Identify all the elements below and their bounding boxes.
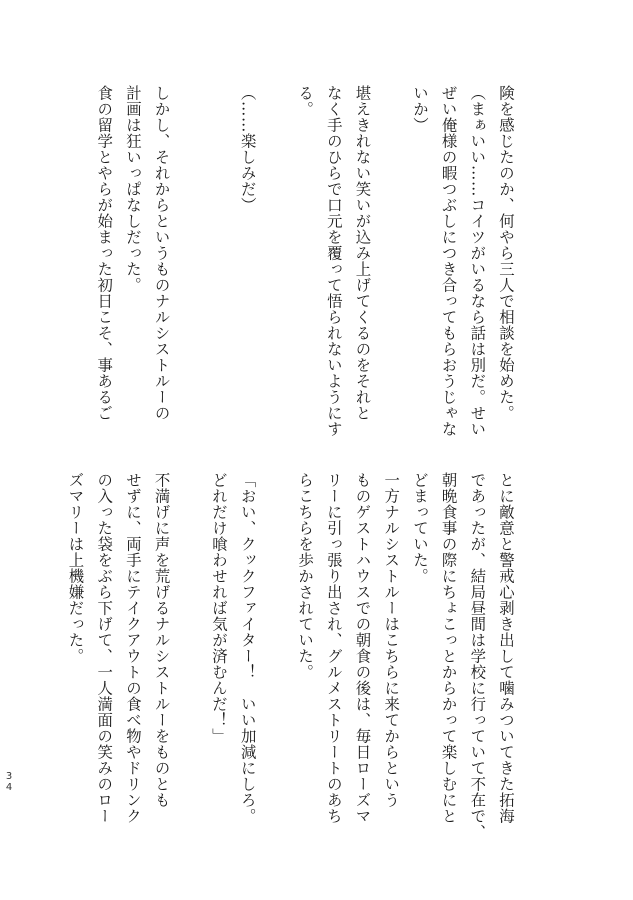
text-line: （まぁいい……コイツがいるなら話は別だ。せい bbox=[468, 85, 487, 437]
text-line: ぜい俺様の暇つぶしにつき合ってもらおうじゃな bbox=[439, 85, 458, 437]
text-line: ズマリーは上機嫌だった。 bbox=[66, 472, 85, 664]
text-line: 不満げに声を荒げるナルシストルーをものとも bbox=[152, 472, 171, 808]
text-line: であったが、結局昼間は学校に行っていて不在で、 bbox=[468, 472, 487, 840]
text-line: らこちらを歩かされていた。 bbox=[296, 472, 315, 680]
upper-text-block bbox=[90, 85, 520, 437]
text-line: 食の留学とやらが始まった初日こそ、事あるご bbox=[95, 85, 114, 421]
text-line: （……楽しみだ） bbox=[238, 85, 257, 213]
page-number-digit: 4 bbox=[5, 782, 13, 793]
text-line: しかし、それからというものナルシストルーの bbox=[152, 85, 171, 421]
blank-line bbox=[176, 85, 205, 430]
text-line: ものゲストハウスでの朝食の後は、毎日ローズマ bbox=[353, 472, 372, 824]
text-line: 一方ナルシストルーはこちらに来てからという bbox=[382, 472, 401, 808]
text-line: 計画は狂いっぱなしだった。 bbox=[123, 85, 142, 293]
text-line: 「おい、クックファイター！ いい加減にしろ。 bbox=[238, 472, 257, 824]
text-line: どまっていた。 bbox=[410, 472, 429, 584]
blank-line bbox=[377, 85, 406, 430]
page-number-digit: 3 bbox=[5, 771, 13, 782]
blank-line bbox=[204, 85, 233, 430]
text-line: の入った袋をぶら下げて、一人満面の笑みのロー bbox=[95, 472, 114, 824]
text-line: なく手のひらで口元を覆って悟られないようにす bbox=[324, 85, 343, 437]
text-line: リーに引っ張り出され、グルメストリートのあち bbox=[324, 472, 343, 824]
text-line: とに敵意と警戒心剥き出して噛みついてきた拓海 bbox=[497, 472, 515, 824]
blank-line bbox=[262, 85, 291, 430]
text-line: どれだけ喰わせれば気が済むんだ！」 bbox=[209, 472, 228, 744]
text-line: いか） bbox=[410, 85, 429, 133]
blank-line bbox=[176, 472, 205, 817]
page-number bbox=[2, 771, 16, 793]
text-line: 堪えきれない笑いが込み上げてくるのをそれと bbox=[353, 85, 372, 421]
lower-text-block bbox=[61, 472, 520, 840]
text-line: せずに、両手にテイクアウトの食べ物やドリンク bbox=[123, 472, 142, 824]
text-line: る。 bbox=[296, 85, 315, 117]
text-line: 険を感じたのか、何やら三人で相談を始めた。 bbox=[497, 85, 515, 421]
text-line: 朝晩食事の際にちょこっとからかって楽しむにと bbox=[439, 472, 458, 824]
blank-line bbox=[262, 472, 291, 817]
